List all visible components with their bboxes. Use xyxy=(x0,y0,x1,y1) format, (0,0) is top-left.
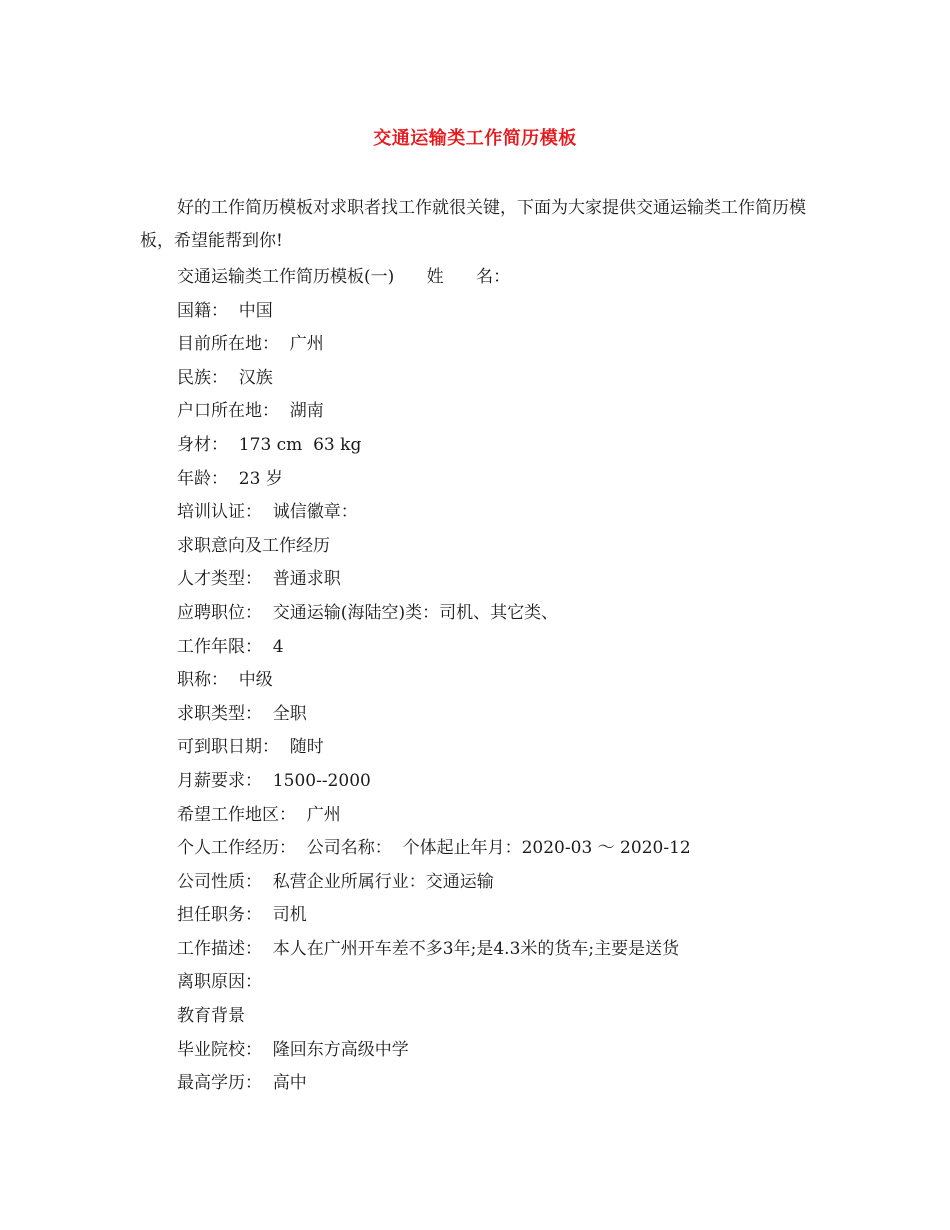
resume-line: 可到职日期： 随时 xyxy=(177,737,324,758)
resume-line: 人才类型： 普通求职 xyxy=(177,569,341,590)
resume-fields xyxy=(177,261,857,1101)
resume-line: 工作年限： 4 xyxy=(177,636,284,657)
section-heading: 求职意向及工作经历 xyxy=(177,535,330,556)
intro-paragraph: 好的工作简历模板对求职者找工作就很关键，下面为大家提供交通运输类工作简历模板，希望能帮到你! xyxy=(140,198,806,251)
resume-line: 求职类型： 全职 xyxy=(177,703,307,724)
resume-line: 公司性质： 私营企业所属行业：交通运输 xyxy=(177,871,494,892)
resume-line: 培训认证： 诚信徽章： xyxy=(177,502,358,523)
resume-line: 最高学历： 高中 xyxy=(177,1073,307,1094)
resume-line: 离职原因： xyxy=(177,972,262,993)
resume-line: 交通运输类工作简历模板(一) 姓 名： xyxy=(177,267,511,287)
resume-line: 担任职务： 司机 xyxy=(177,905,307,926)
resume-line: 希望工作地区： 广州 xyxy=(177,804,341,825)
resume-line: 个人工作经历： 公司名称： 个体起止年月：2020-03 ～ 2020-12 xyxy=(177,838,691,859)
resume-line: 身材： 173 cm 63 kg xyxy=(177,434,362,455)
resume-line: 民族： 汉族 xyxy=(177,367,273,388)
resume-line: 毕业院校： 隆回东方高级中学 xyxy=(177,1039,409,1060)
resume-line: 目前所在地： 广州 xyxy=(177,334,324,355)
resume-line: 职称： 中级 xyxy=(177,670,273,691)
resume-line: 应聘职位： 交通运输(海陆空)类：司机、其它类、 xyxy=(177,602,559,623)
section-heading: 教育背景 xyxy=(177,1006,245,1027)
resume-line: 月薪要求： 1500--2000 xyxy=(177,770,371,791)
resume-line: 年龄： 23 岁 xyxy=(177,468,283,489)
document-title: 交通运输类工作简历模板 xyxy=(373,128,577,149)
resume-line: 工作描述： 本人在广州开车差不多3年;是4.3米的货车;主要是送货 xyxy=(177,938,680,959)
resume-line: 国籍： 中国 xyxy=(177,300,273,321)
resume-line: 户口所在地： 湖南 xyxy=(177,401,324,422)
